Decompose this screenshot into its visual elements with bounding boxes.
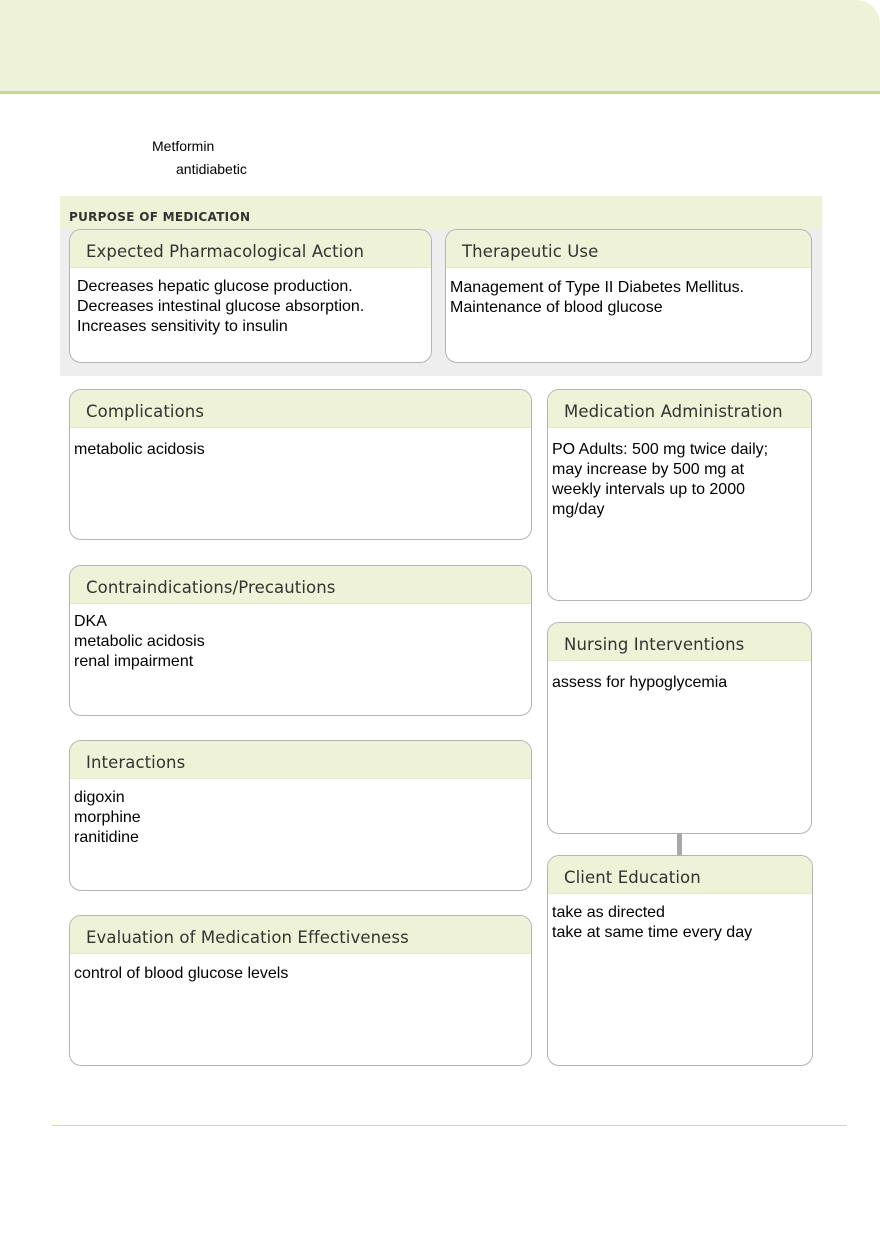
text-line: Maintenance of blood glucose: [450, 299, 663, 316]
evaluation-header: [70, 916, 531, 954]
text-line: morphine: [74, 809, 141, 826]
expected-action-header: [70, 230, 431, 268]
medication-administration-title: Medication Administration: [564, 402, 783, 421]
evaluation-title: Evaluation of Medication Effectiveness: [86, 928, 409, 947]
complications-body: [70, 428, 531, 460]
nursing-interventions-header: [548, 623, 811, 661]
interactions-card: [69, 740, 532, 891]
purpose-title: PURPOSE OF MEDICATION: [69, 210, 251, 224]
therapeutic-use-card: [445, 229, 812, 363]
expected-action-body: [70, 268, 431, 337]
expected-action-title: Expected Pharmacological Action: [86, 242, 365, 261]
text-line: metabolic acidosis: [74, 633, 205, 650]
drug-class: antidiabetic: [176, 161, 247, 177]
interactions-header: [70, 741, 531, 779]
drug-name: Metformin: [152, 138, 215, 154]
evaluation-body: [70, 954, 531, 984]
medication-administration-card: [547, 389, 812, 601]
contraindications-title: Contraindications/Precautions: [86, 578, 336, 597]
text-line: digoxin: [74, 789, 125, 806]
client-education-body: [548, 894, 812, 943]
purpose-header: [60, 196, 822, 229]
connector-line: [677, 833, 682, 857]
evaluation-card: [69, 915, 532, 1066]
text-line: Decreases intestinal glucose absorption.: [77, 298, 365, 315]
client-education-title: Client Education: [564, 868, 701, 887]
medication-administration-body: [548, 428, 811, 520]
complications-card: [69, 389, 532, 540]
client-education-header: [548, 856, 812, 894]
text-line: Increases sensitivity to insulin: [77, 318, 288, 335]
expected-action-card: [69, 229, 432, 363]
therapeutic-use-header: [446, 230, 811, 268]
text-line: Management of Type II Diabetes Mellitus.: [450, 279, 745, 296]
text-block: PO Adults: 500 mg twice daily; may increase by 500 mg at weekly intervals up to 2000 mg/day: [552, 441, 769, 518]
text-line: assess for hypoglycemia: [552, 674, 728, 691]
client-education-card: [547, 855, 813, 1066]
therapeutic-use-body: [446, 268, 811, 318]
contraindications-body: [70, 604, 531, 672]
contraindications-header: [70, 566, 531, 604]
complications-header: [70, 390, 531, 428]
contraindications-card: [69, 565, 532, 716]
text-line: ranitidine: [74, 829, 139, 846]
text-line: control of blood glucose levels: [74, 965, 289, 982]
text-line: Decreases hepatic glucose production.: [77, 278, 353, 295]
interactions-title: Interactions: [86, 753, 186, 772]
text-line: take at same time every day: [552, 924, 753, 941]
interactions-body: [70, 779, 531, 848]
nursing-interventions-body: [548, 661, 811, 693]
text-line: take as directed: [552, 904, 665, 921]
complications-title: Complications: [86, 402, 205, 421]
header-band: [0, 0, 880, 94]
text-line: renal impairment: [74, 653, 194, 670]
nursing-interventions-card: [547, 622, 812, 834]
text-line: metabolic acidosis: [74, 441, 205, 458]
text-line: DKA: [74, 613, 107, 630]
therapeutic-use-title: Therapeutic Use: [462, 242, 599, 261]
footer-divider: [52, 1125, 847, 1126]
medication-administration-header: [548, 390, 811, 428]
nursing-interventions-title: Nursing Interventions: [564, 635, 745, 654]
